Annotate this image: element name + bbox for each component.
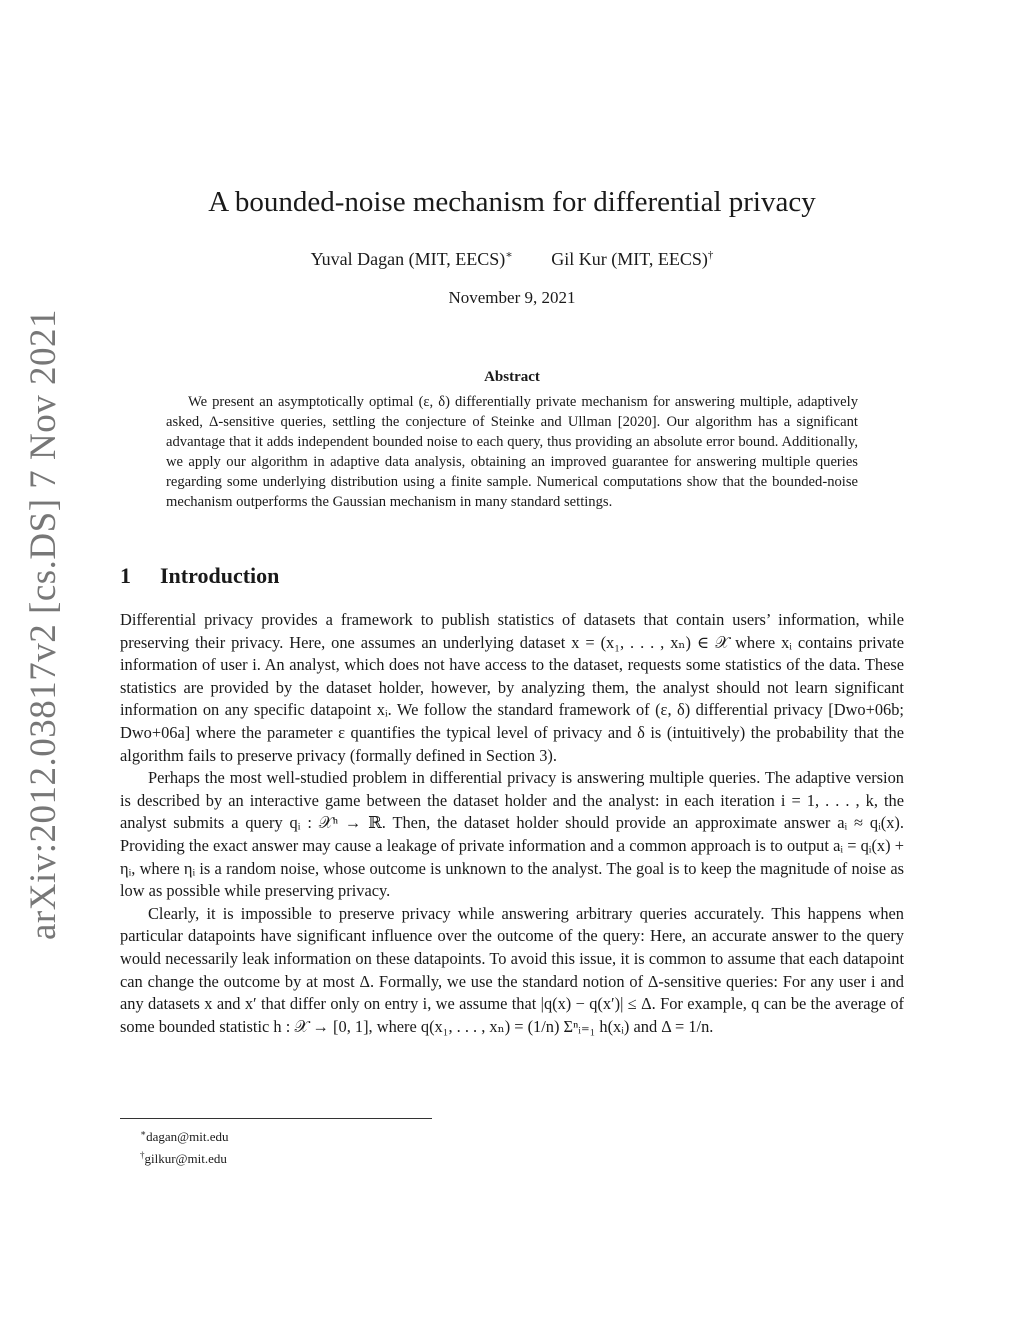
footnote-2-email: gilkur@mit.edu — [144, 1151, 227, 1166]
arxiv-identifier-stamp: arXiv:2012.03817v2 [cs.DS] 7 Nov 2021 — [23, 308, 64, 940]
abstract-heading: Abstract — [484, 369, 540, 385]
footnote-divider — [120, 1118, 432, 1119]
footnote-1-mark: ∗ — [140, 1128, 147, 1138]
author-1-name: Yuval Dagan (MIT, EECS) — [310, 249, 506, 269]
author-1-footnote-mark: ∗ — [505, 249, 513, 261]
section-heading — [120, 562, 279, 590]
author-2-name: Gil Kur (MIT, EECS) — [551, 249, 708, 269]
abstract-text: We present an asymptotically optimal (ε, δ) differentially private mechanism for answering multiple, adaptively asked, Δ-sensitive queries, settling the conjecture of Steinke and Ullman [2020]. Our algorithm has a significant advantage that it adds independent bounded noise to each query, thus providing an absolute error bound. Additionally, we apply our algorithm in adaptive data analysis, obtaining an improved guarantee for answering multiple queries regarding some underlying distribution using a finite sample. Numerical computations show that the bounded-noise mechanism outperforms the Gaussian mechanism in many standard settings. — [166, 394, 858, 510]
footnote-2-mark: † — [140, 1150, 145, 1160]
author-line — [0, 243, 1024, 271]
paragraph-1: Differential privacy provides a framework to publish statistics of datasets that contain users’ information, while preserving their privacy. Here, one assumes an underlying dataset x = (x₁, . . . , xₙ) ∈ 𝒳 where xᵢ contains private information of user i. An analyst, which does not have access to the dataset, requests some statistics of the data. These statistics are provided by the dataset holder, however, by analyzing them, the analyst should not learn significant information on any specific datapoint xᵢ. We follow the standard framework of (ε, δ) differential privacy [Dwo+06b; Dwo+06a] where the parameter ε quantifies the typical level of privacy and δ is (intuitively) the probability that the algorithm fails to preserve privacy (formally defined in Section 3). — [120, 610, 904, 765]
section-body — [120, 609, 904, 1038]
footnote-1-email: dagan@mit.edu — [146, 1129, 229, 1144]
footnote-2 — [140, 1146, 229, 1168]
author-1 — [311, 243, 513, 271]
footnote-1 — [140, 1124, 229, 1146]
footnotes — [140, 1124, 229, 1168]
author-2-footnote-mark: † — [707, 249, 714, 261]
author-2 — [551, 243, 713, 271]
section-title: Introduction — [160, 563, 280, 588]
publication-date: November 9, 2021 — [448, 288, 576, 307]
paper-title: A bounded-noise mechanism for differential privacy — [208, 186, 816, 218]
section-number: 1 — [120, 563, 131, 588]
paragraph-2: Perhaps the most well-studied problem in differential privacy is answering multiple queries. The adaptive version is described by an interactive game between the dataset holder and the analyst: in each iteration i = 1, . . . , k, the analyst submits a query qᵢ : 𝒳ⁿ → ℝ. Then, the dataset holder should provide an approximate answer aᵢ ≈ qᵢ(x). Providing the exact answer may cause a leakage of private information and a common approach is to output aᵢ = qᵢ(x) + ηᵢ, where ηᵢ is a random noise, whose outcome is unknown to the analyst. The goal is to keep the magnitude of noise as low as possible while preserving privacy. — [120, 768, 904, 901]
paragraph-3: Clearly, it is impossible to preserve privacy while answering arbitrary queries accurately. This happens when particular datapoints have significant influence over the outcome of the query: Here, an accurate answer to the query would necessarily leak information on these datapoints. To avoid this issue, it is common to assume that each datapoint can change the outcome by at most Δ. Formally, we use the standard notion of Δ-sensitive queries: For any user i and any datasets x and x′ that differ only on entry i, we assume that |q(x) − q(x′)| ≤ Δ. For example, q can be the average of some bounded statistic h : 𝒳 → [0, 1], where q(x₁, . . . , xₙ) = (1/n) Σⁿᵢ₌₁ h(xᵢ) and Δ = 1/n. — [120, 903, 904, 1036]
